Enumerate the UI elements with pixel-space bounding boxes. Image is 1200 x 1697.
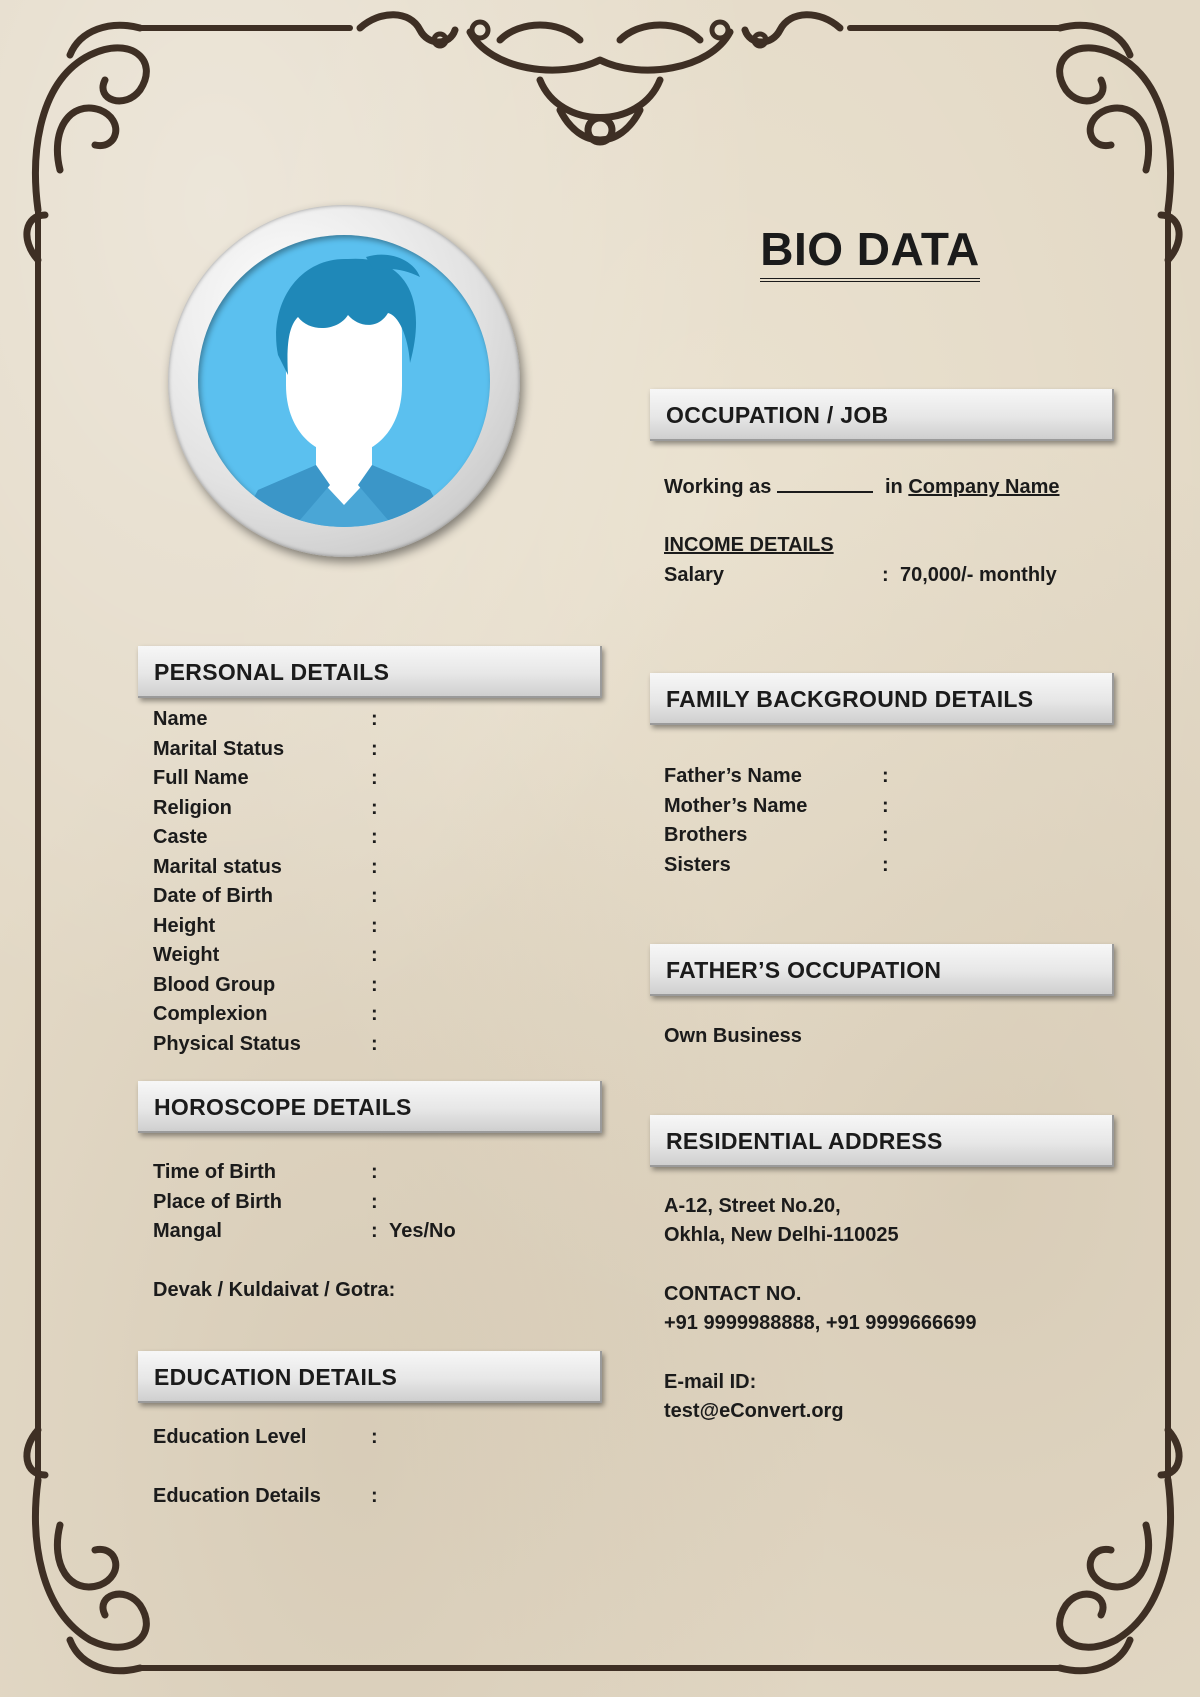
personal-detail-row <box>153 974 593 1003</box>
page-title-text: BIO DATA <box>760 222 980 282</box>
personal-detail-row <box>153 826 593 855</box>
personal-detail-colon: : <box>371 796 378 819</box>
personal-detail-label: Weight <box>153 944 220 966</box>
family-detail-label: Brothers <box>664 824 748 846</box>
personal-detail-label: Full Name <box>153 767 249 789</box>
family-detail-colon: : <box>882 853 889 876</box>
family-detail-label: Sisters <box>664 853 731 876</box>
personal-section-header: PERSONAL DETAILS <box>138 646 602 698</box>
personal-detail-colon: : <box>371 767 378 789</box>
personal-detail-row <box>153 708 593 737</box>
horoscope-detail-colon: : <box>371 1220 378 1242</box>
horoscope-detail-row <box>153 1161 593 1190</box>
personal-detail-label: Religion <box>153 796 232 819</box>
personal-detail-row <box>153 885 593 914</box>
family-detail-colon: : <box>882 765 889 787</box>
education-detail-colon: : <box>371 1485 378 1507</box>
family-detail-row <box>664 854 1104 883</box>
horoscope-detail-value: Yes/No <box>389 1220 456 1242</box>
personal-detail-colon: : <box>371 737 378 760</box>
personal-detail-label: Date of Birth <box>153 885 273 907</box>
address-line-1: A-12, Street No.20, <box>664 1195 841 1217</box>
personal-detail-row <box>153 767 593 796</box>
personal-detail-colon: : <box>371 1032 378 1055</box>
personal-detail-row <box>153 738 593 767</box>
working-in-label: in <box>885 476 903 498</box>
working-as-line <box>664 476 1060 499</box>
personal-detail-row <box>153 797 593 826</box>
family-section-header: FAMILY BACKGROUND DETAILS <box>650 673 1114 725</box>
horoscope-section-header: HOROSCOPE DETAILS <box>138 1081 602 1133</box>
personal-detail-colon: : <box>371 885 378 907</box>
personal-detail-row <box>153 1033 593 1062</box>
education-detail-row <box>153 1485 593 1514</box>
horoscope-detail-colon: : <box>371 1161 378 1183</box>
contact-value: +91 9999988888, +91 9999666699 <box>664 1312 977 1334</box>
personal-detail-row <box>153 944 593 973</box>
personal-detail-label: Caste <box>153 826 208 848</box>
personal-detail-colon: : <box>371 855 378 878</box>
address-line-2: Okhla, New Delhi-110025 <box>664 1224 899 1246</box>
salary-value: 70,000/- monthly <box>900 564 1057 586</box>
personal-detail-colon: : <box>371 973 378 996</box>
personal-detail-row <box>153 856 593 885</box>
fathers-occupation-value: Own Business <box>664 1025 802 1047</box>
profile-photo-frame <box>168 205 520 557</box>
horoscope-detail-colon: : <box>371 1190 378 1213</box>
family-detail-colon: : <box>882 794 889 817</box>
personal-detail-row <box>153 1003 593 1032</box>
horoscope-detail-row <box>153 1220 593 1249</box>
working-as-label: Working as <box>664 476 772 498</box>
family-detail-label: Mother’s Name <box>664 794 808 817</box>
occupation-section-header: OCCUPATION / JOB <box>650 389 1114 441</box>
horoscope-detail-label: Mangal <box>153 1220 222 1242</box>
personal-detail-label: Marital Status <box>153 737 285 760</box>
personal-detail-colon: : <box>371 944 378 966</box>
occupation-blank <box>777 491 873 493</box>
email-value: test@eConvert.org <box>664 1400 844 1422</box>
personal-detail-label: Complexion <box>153 1003 268 1025</box>
education-detail-row <box>153 1426 593 1455</box>
education-section-header: EDUCATION DETAILS <box>138 1351 602 1403</box>
horoscope-detail-row <box>153 1191 593 1220</box>
gotra-label: Devak / Kuldaivat / Gotra: <box>153 1279 396 1301</box>
horoscope-detail-label: Time of Birth <box>153 1161 276 1183</box>
education-detail-colon: : <box>371 1426 378 1448</box>
family-detail-row <box>664 824 1104 853</box>
salary-colon: : <box>882 564 889 586</box>
salary-row <box>664 564 1084 593</box>
horoscope-detail-label: Place of Birth <box>153 1190 282 1213</box>
personal-detail-colon: : <box>371 914 378 937</box>
personal-detail-colon: : <box>371 708 378 730</box>
profile-photo <box>198 235 490 527</box>
personal-detail-colon: : <box>371 1003 378 1025</box>
page-title <box>650 222 1090 282</box>
family-detail-colon: : <box>882 824 889 846</box>
family-detail-label: Father’s Name <box>664 765 802 787</box>
income-details-heading: INCOME DETAILS <box>664 534 834 556</box>
email-label: E-mail ID: <box>664 1371 757 1393</box>
personal-detail-label: Height <box>153 914 216 937</box>
fathers-occupation-section-header: FATHER’S OCCUPATION <box>650 944 1114 996</box>
family-detail-row <box>664 795 1104 824</box>
personal-detail-row <box>153 915 593 944</box>
personal-detail-colon: : <box>371 826 378 848</box>
contact-label: CONTACT NO. <box>664 1283 802 1305</box>
user-avatar-icon <box>198 235 490 527</box>
education-detail-label: Education Details <box>153 1485 321 1507</box>
personal-detail-label: Name <box>153 708 208 730</box>
education-detail-label: Education Level <box>153 1426 307 1448</box>
address-section-header: RESIDENTIAL ADDRESS <box>650 1115 1114 1167</box>
company-name: Company Name <box>908 476 1060 498</box>
family-detail-row <box>664 765 1104 794</box>
personal-detail-label: Marital status <box>153 855 282 878</box>
personal-detail-label: Blood Group <box>153 973 276 996</box>
personal-detail-label: Physical Status <box>153 1032 301 1055</box>
salary-label: Salary <box>664 564 725 586</box>
